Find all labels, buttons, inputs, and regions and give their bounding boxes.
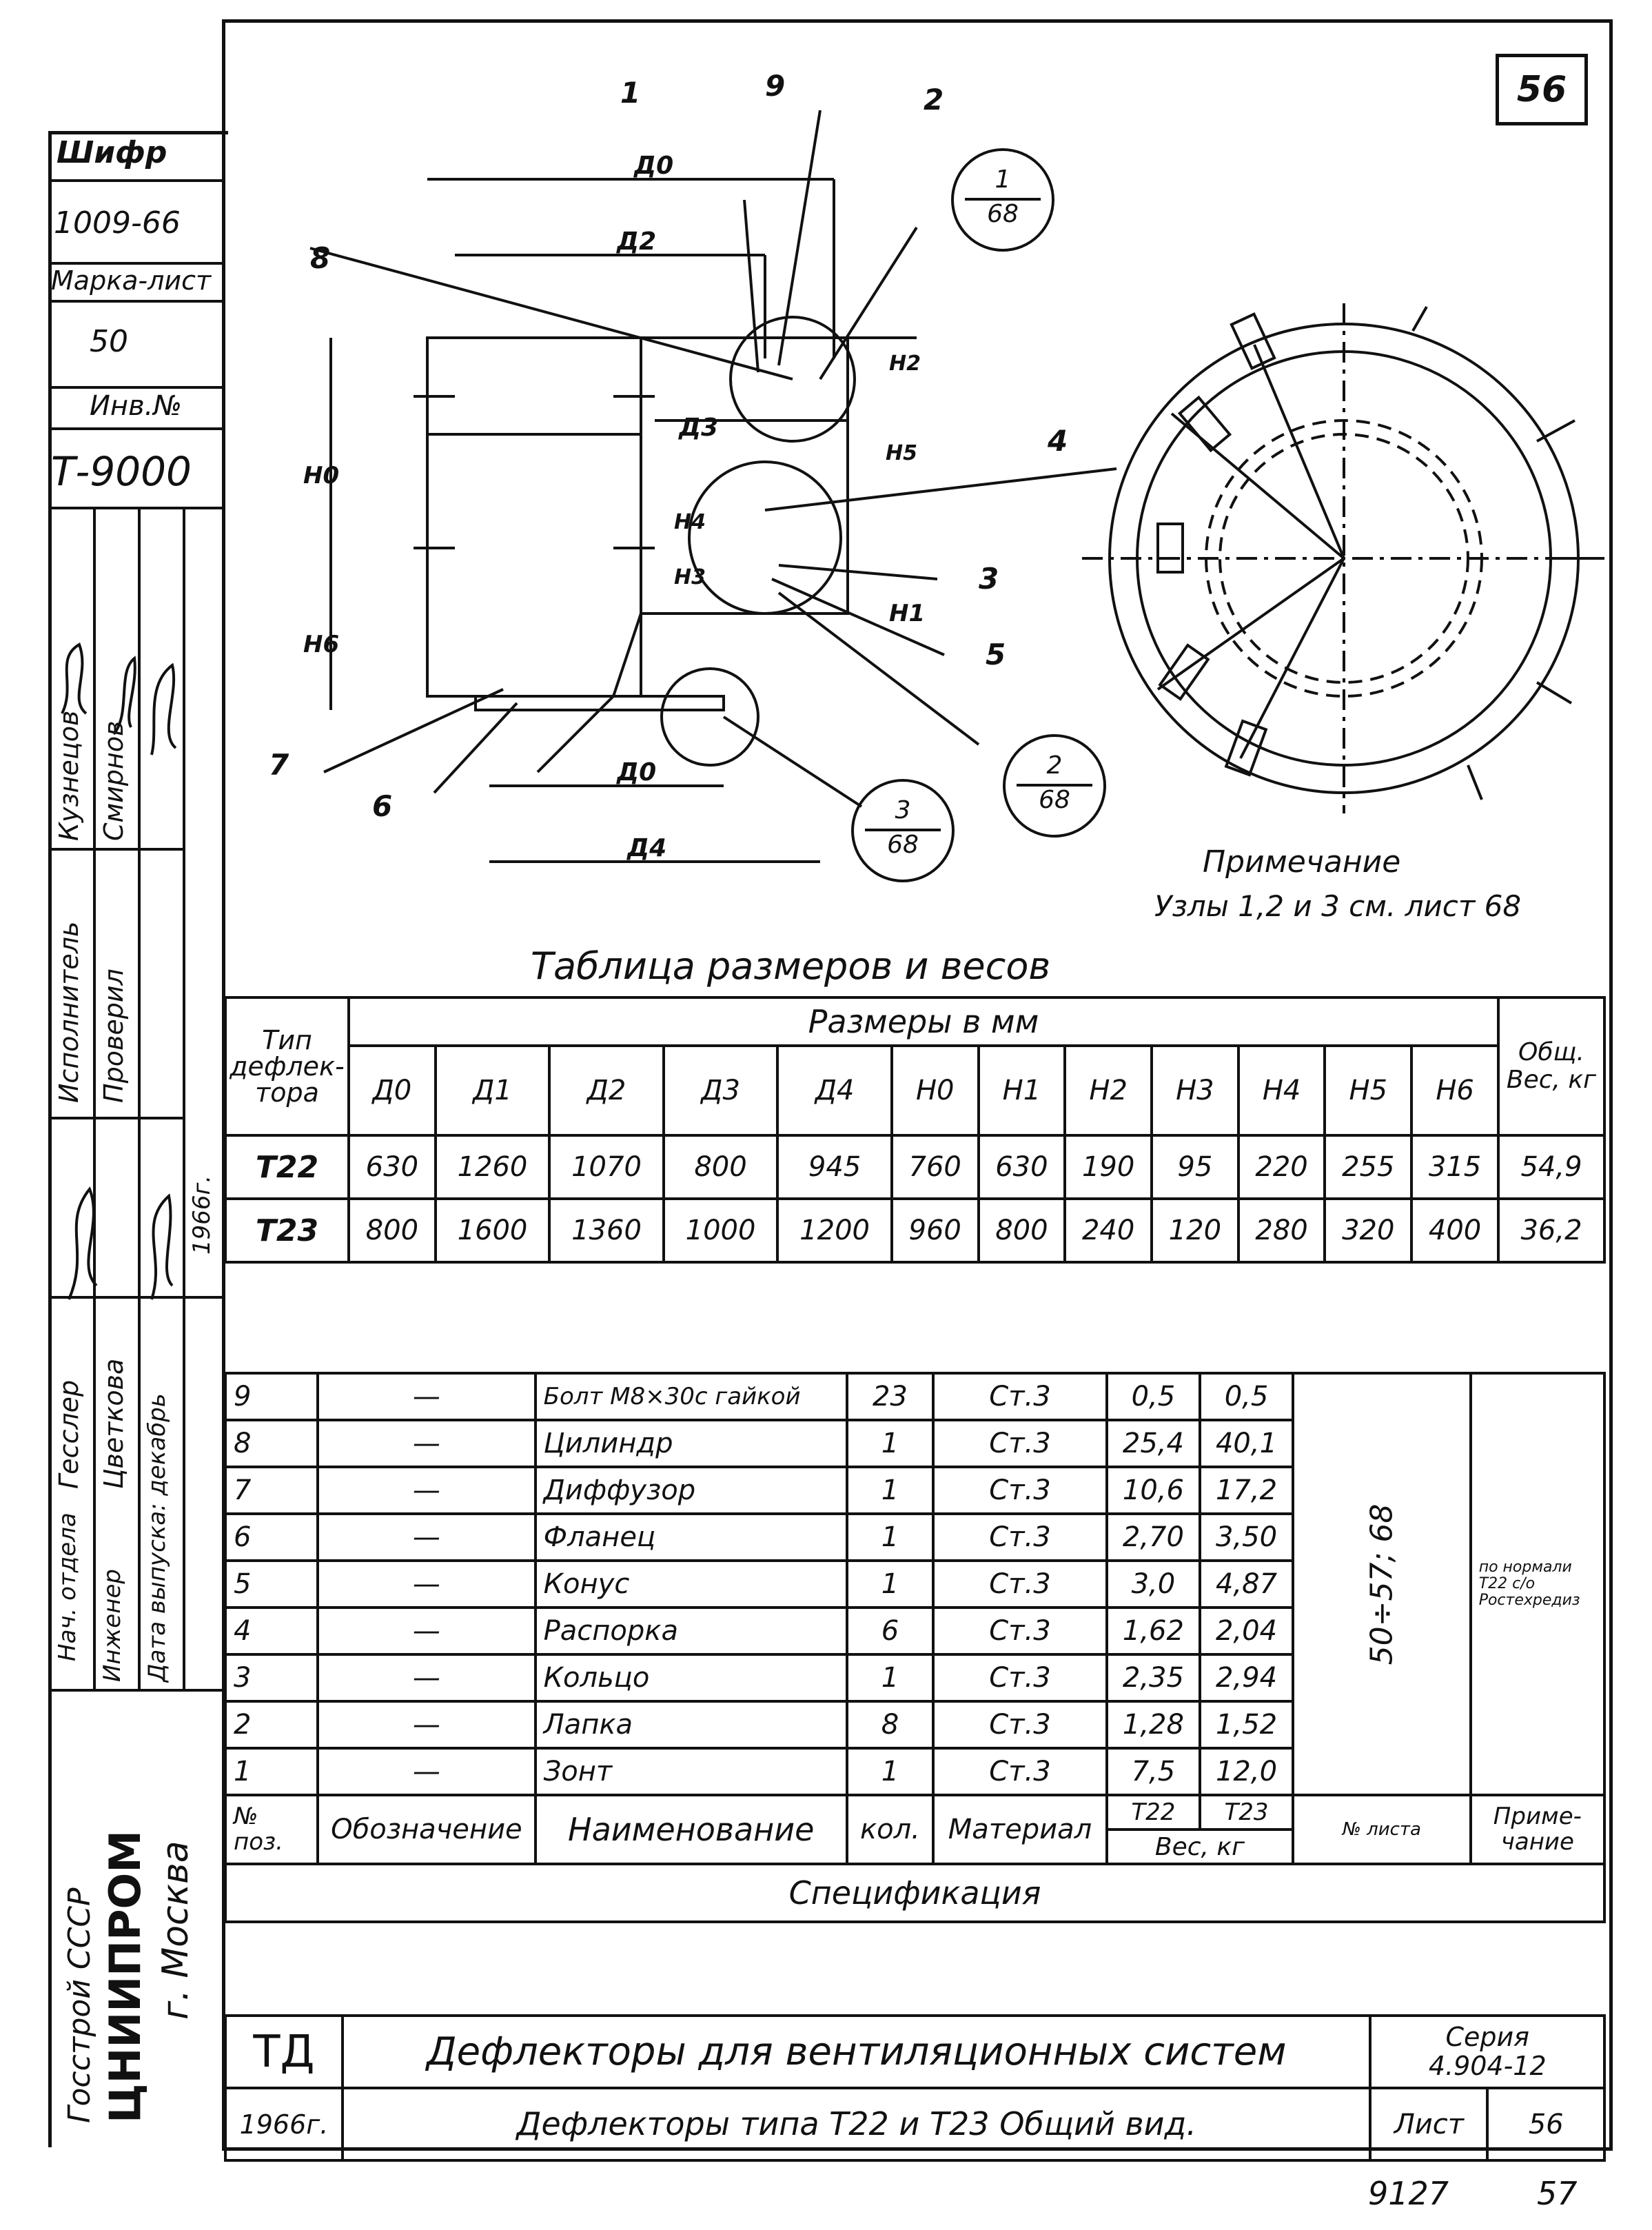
org-line2: ЦНИИПРОМ: [100, 1830, 150, 2123]
qty-cell: 1: [847, 1654, 933, 1701]
designation-cell: —: [318, 1654, 536, 1701]
pos-cell: 6: [225, 1514, 318, 1561]
dims-table-title: Таблица размеров и весов: [531, 944, 1051, 988]
side-note-cell: [1471, 1373, 1604, 1795]
callout-label: 7: [269, 748, 289, 782]
note-text: Узлы 1,2 и 3 см. лист 68: [1154, 889, 1522, 923]
qty-cell: 1: [847, 1420, 933, 1467]
org-line3: г. Москва: [155, 1841, 196, 2020]
checked-name: Смирнов: [99, 720, 129, 841]
qty-cell: 8: [847, 1701, 933, 1748]
weight-t23-cell: 4,87: [1200, 1561, 1293, 1608]
sheet-header: № листа: [1293, 1795, 1471, 1864]
dimension-label: Д4: [627, 834, 667, 862]
value-cell: 190: [1065, 1135, 1152, 1199]
callout-label: 5: [986, 638, 1006, 671]
column-header: H0: [892, 1046, 979, 1135]
column-header: Д0: [349, 1046, 436, 1135]
pos-cell: 9: [225, 1373, 318, 1420]
pos-cell: 3: [225, 1654, 318, 1701]
value-cell: 95: [1152, 1135, 1238, 1199]
stamp-divider: [48, 179, 225, 182]
callout-label: 2: [924, 83, 944, 116]
weight-t22-cell: 7,5: [1107, 1748, 1200, 1795]
column-header: H5: [1325, 1046, 1411, 1135]
dimension-label: H5: [886, 441, 917, 465]
value-cell: 800: [664, 1135, 778, 1199]
weight-t22-cell: 2,35: [1107, 1654, 1200, 1701]
weight-t22-cell: 1,28: [1107, 1701, 1200, 1748]
weight-t23-cell: 40,1: [1200, 1420, 1293, 1467]
stamp-divider: [48, 262, 225, 265]
pos-header: № поз.: [225, 1795, 318, 1864]
value-cell: 760: [892, 1135, 979, 1199]
table-row: [225, 1373, 1604, 1420]
release-label: Дата выпуска: декабрь: [143, 1393, 171, 1682]
material-cell: Ст.3: [933, 1654, 1107, 1701]
weight-t23-cell: 17,2: [1200, 1467, 1293, 1514]
type-cell: Т22: [225, 1135, 349, 1199]
engineer-label: Инженер: [99, 1569, 126, 1682]
column-header: H1: [979, 1046, 1065, 1135]
dimension-label: Д0: [617, 758, 657, 787]
pos-cell: 4: [225, 1608, 318, 1654]
engineer-name: Цветкова: [99, 1358, 129, 1489]
weight-t22-cell: 0,5: [1107, 1373, 1200, 1420]
sheet-ref: 50÷57; 68: [1364, 1503, 1400, 1665]
node-bubble-bottom: 68: [987, 199, 1019, 228]
material-cell: Ст.3: [933, 1420, 1107, 1467]
designation-cell: —: [318, 1608, 536, 1654]
column-header: Д3: [664, 1046, 778, 1135]
t22-header: Т22: [1107, 1795, 1200, 1829]
weight-cell: 36,2: [1498, 1199, 1604, 1262]
dimension-label: H6: [303, 631, 340, 658]
material-cell: Ст.3: [933, 1373, 1107, 1420]
subtitle: Дефлекторы типа Т22 и Т23 Общий вид.: [343, 2088, 1371, 2160]
designation-cell: —: [318, 1701, 536, 1748]
value-cell: 315: [1411, 1135, 1498, 1199]
material-header: Материал: [933, 1795, 1107, 1864]
dimension-label: H4: [674, 510, 706, 534]
name-cell: Цилиндр: [536, 1420, 847, 1467]
name-cell: Диффузор: [536, 1467, 847, 1514]
dimension-label: H3: [674, 565, 706, 589]
node-bubble-top: 2: [1046, 751, 1063, 780]
head-name: Гесслер: [54, 1379, 84, 1489]
dimension-label: Д3: [679, 414, 719, 442]
table-row: [225, 1199, 1604, 1262]
logo: ТД: [225, 2016, 343, 2088]
weight-t23-cell: 2,94: [1200, 1654, 1293, 1701]
sheet-number: 56: [1516, 69, 1567, 110]
value-cell: 800: [979, 1199, 1065, 1262]
callout-label: 4: [1048, 424, 1068, 458]
weight-t23-cell: 0,5: [1200, 1373, 1293, 1420]
weight-header: Вес, кг: [1107, 1829, 1293, 1864]
type-header: Тип дефлек-тора: [225, 997, 349, 1135]
column-header: Д4: [777, 1046, 892, 1135]
shifr-label: Шифр: [57, 135, 167, 170]
main-title: Дефлекторы для вентиляционных систем: [343, 2016, 1371, 2088]
value-cell: 240: [1065, 1199, 1152, 1262]
material-cell: Ст.3: [933, 1608, 1107, 1654]
material-cell: Ст.3: [933, 1748, 1107, 1795]
callout-label: 3: [979, 562, 999, 596]
weight-header: Общ. Вес, кг: [1498, 997, 1604, 1135]
stamp-divider: [48, 1689, 225, 1692]
spec-table: [224, 1372, 1606, 1923]
shifr-value: 1009-66: [54, 205, 181, 241]
head-label: Нач. отдела: [54, 1512, 81, 1661]
value-cell: 800: [349, 1199, 436, 1262]
side-note: по нормали Т22 с/о Ростехредиз: [1478, 1558, 1580, 1610]
value-cell: 1260: [436, 1135, 550, 1199]
column-header: Д1: [436, 1046, 550, 1135]
designation-cell: —: [318, 1514, 536, 1561]
value-cell: 280: [1238, 1199, 1325, 1262]
executor-name: Кузнецов: [54, 710, 84, 841]
footer-right: 57: [1537, 2175, 1578, 2212]
designation-cell: —: [318, 1373, 536, 1420]
weight-t22-cell: 1,62: [1107, 1608, 1200, 1654]
spec-title-row: [225, 1864, 1604, 1922]
node-bubble-top: 1: [995, 165, 1011, 194]
dimension-label: H2: [889, 352, 921, 376]
marka-value: 50: [90, 324, 128, 359]
node-bubble-bottom: 68: [887, 830, 919, 859]
title-block: [224, 2014, 1606, 2162]
designation-cell: —: [318, 1561, 536, 1608]
column-header: Д2: [549, 1046, 664, 1135]
callout-label: 8: [310, 241, 331, 275]
value-cell: 1600: [436, 1199, 550, 1262]
qty-header: кол.: [847, 1795, 933, 1864]
dimension-label: Д0: [634, 152, 674, 180]
weight-t23-cell: 1,52: [1200, 1701, 1293, 1748]
marka-label: Марка-лист: [51, 265, 212, 296]
designation-cell: —: [318, 1467, 536, 1514]
signatures: [48, 507, 225, 1689]
value-cell: 630: [979, 1135, 1065, 1199]
weight-t22-cell: 3,0: [1107, 1561, 1200, 1608]
value-cell: 1070: [549, 1135, 664, 1199]
table-row: [225, 1135, 1604, 1199]
org-line1: Госстрой СССР: [62, 1887, 97, 2123]
node-bubble: [851, 779, 955, 882]
column-header: H2: [1065, 1046, 1152, 1135]
sheet-label: Лист: [1370, 2088, 1487, 2160]
designation-header: Обозначение: [318, 1795, 536, 1864]
year-side: 1966г.: [188, 1175, 216, 1255]
name-cell: Зонт: [536, 1748, 847, 1795]
node-bubble: [951, 148, 1054, 252]
dimension-label: H1: [889, 600, 926, 627]
title-year: 1966г.: [225, 2088, 343, 2160]
callout-label: 9: [765, 69, 786, 103]
pos-cell: 1: [225, 1748, 318, 1795]
inv-label: Инв.№: [90, 390, 182, 422]
sheet-ref-cell: [1293, 1373, 1471, 1795]
weight-t22-cell: 2,70: [1107, 1514, 1200, 1561]
weight-t23-cell: 2,04: [1200, 1608, 1293, 1654]
stamp-divider: [48, 386, 225, 389]
value-cell: 400: [1411, 1199, 1498, 1262]
sizes-header: Размеры в мм: [349, 997, 1498, 1046]
qty-cell: 6: [847, 1608, 933, 1654]
pos-cell: 7: [225, 1467, 318, 1514]
t23-header: Т23: [1200, 1795, 1293, 1829]
stamp-divider: [48, 300, 225, 303]
executor-label: Исполнитель: [54, 921, 84, 1103]
footer-left: 9127: [1368, 2175, 1449, 2212]
weight-t23-cell: 12,0: [1200, 1748, 1293, 1795]
value-cell: 1200: [777, 1199, 892, 1262]
node-bubble: [1003, 734, 1106, 838]
column-header: H3: [1152, 1046, 1238, 1135]
material-cell: Ст.3: [933, 1467, 1107, 1514]
value-cell: 960: [892, 1199, 979, 1262]
weight-t23-cell: 3,50: [1200, 1514, 1293, 1561]
inv-value: Т-9000: [51, 448, 192, 495]
dims-table: [224, 996, 1606, 1264]
dimension-label: H0: [303, 462, 340, 489]
name-cell: Конус: [536, 1561, 847, 1608]
value-cell: 630: [349, 1135, 436, 1199]
designation-cell: —: [318, 1420, 536, 1467]
pos-cell: 8: [225, 1420, 318, 1467]
value-cell: 320: [1325, 1199, 1411, 1262]
name-cell: Болт М8×30с гайкой: [536, 1373, 847, 1420]
name-cell: Фланец: [536, 1514, 847, 1561]
type-cell: Т23: [225, 1199, 349, 1262]
stamp-divider: [48, 427, 225, 430]
callout-label: 1: [620, 76, 641, 110]
value-cell: 255: [1325, 1135, 1411, 1199]
weight-t22-cell: 25,4: [1107, 1420, 1200, 1467]
name-cell: Лапка: [536, 1701, 847, 1748]
note-title: Примечание: [1203, 844, 1401, 880]
material-cell: Ст.3: [933, 1701, 1107, 1748]
checked-label: Проверил: [99, 969, 129, 1103]
callout-label: 6: [372, 789, 393, 823]
node-bubble-bottom: 68: [1039, 785, 1070, 814]
value-cell: 945: [777, 1135, 892, 1199]
value-cell: 1360: [549, 1199, 664, 1262]
name-header: Наименование: [536, 1795, 847, 1864]
spec-title: Спецификация: [225, 1864, 1604, 1922]
dimension-label: Д2: [617, 227, 657, 256]
material-cell: Ст.3: [933, 1561, 1107, 1608]
series-label: Серия: [1445, 2021, 1530, 2052]
column-header: H6: [1411, 1046, 1498, 1135]
note-header: Приме-чание: [1471, 1795, 1604, 1864]
value-cell: 220: [1238, 1135, 1325, 1199]
pos-cell: 2: [225, 1701, 318, 1748]
qty-cell: 1: [847, 1561, 933, 1608]
weight-cell: 54,9: [1498, 1135, 1604, 1199]
series-value: 4.904-12: [1428, 2050, 1547, 2081]
name-cell: Распорка: [536, 1608, 847, 1654]
node-bubble-top: 3: [895, 796, 911, 824]
value-cell: 1000: [664, 1199, 778, 1262]
header-row: [225, 1795, 1604, 1829]
qty-cell: 1: [847, 1467, 933, 1514]
weight-t22-cell: 10,6: [1107, 1467, 1200, 1514]
pos-cell: 5: [225, 1561, 318, 1608]
series-cell: [1370, 2016, 1604, 2088]
material-cell: Ст.3: [933, 1514, 1107, 1561]
sheet-value: 56: [1487, 2088, 1604, 2160]
column-header: H4: [1238, 1046, 1325, 1135]
designation-cell: —: [318, 1748, 536, 1795]
qty-cell: 1: [847, 1748, 933, 1795]
name-cell: Кольцо: [536, 1654, 847, 1701]
qty-cell: 23: [847, 1373, 933, 1420]
qty-cell: 1: [847, 1514, 933, 1561]
value-cell: 120: [1152, 1199, 1238, 1262]
